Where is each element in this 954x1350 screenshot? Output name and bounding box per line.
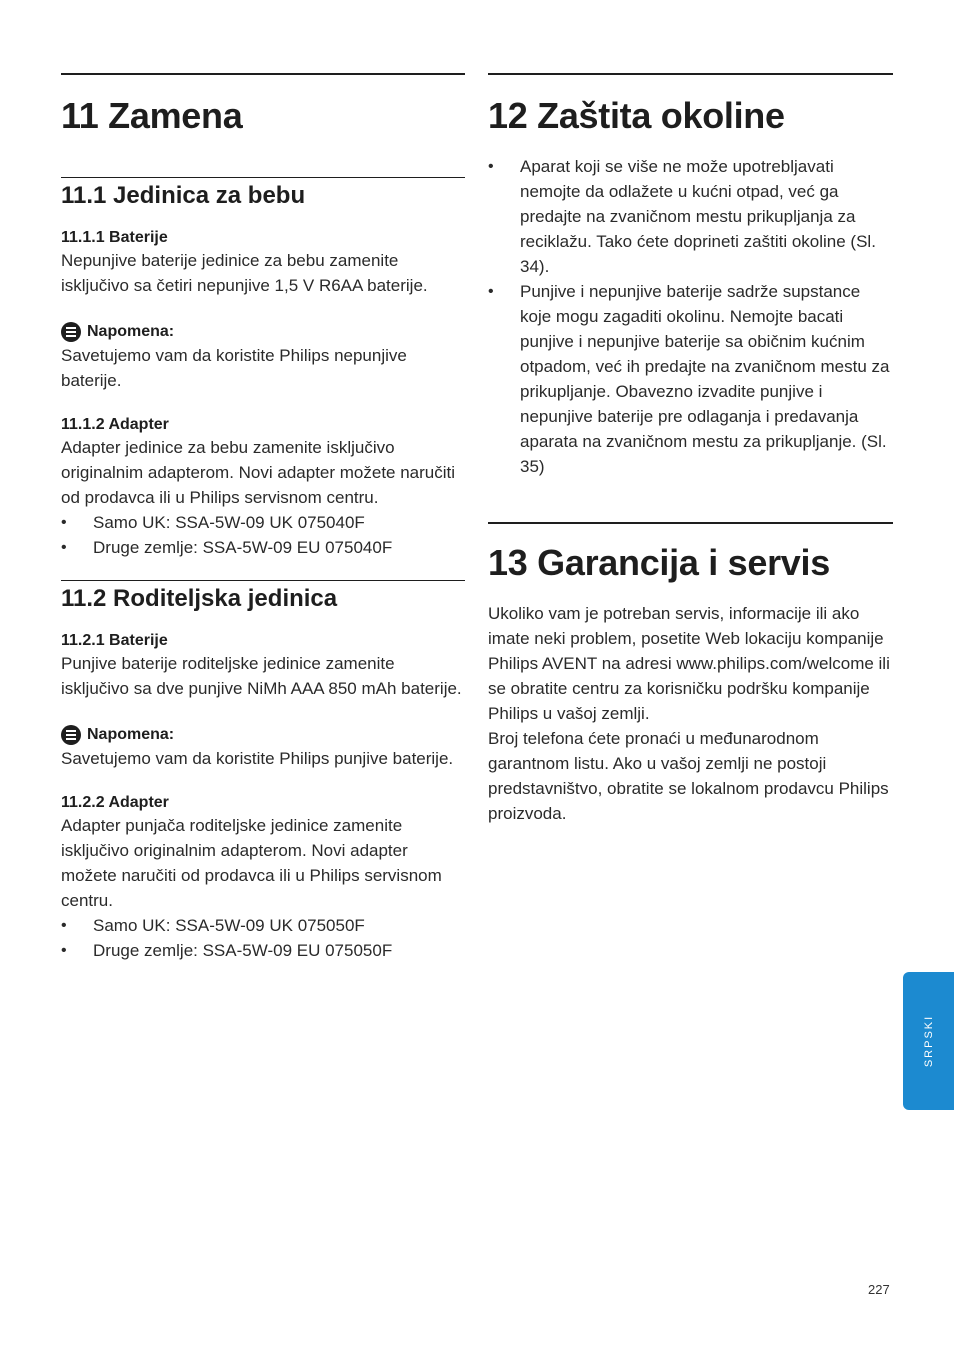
list-item: • Aparat koji se više ne može upotrebljavati nemojte da odlažete u kućni otpad, već ga predajte na zvaničnom mestu prikupljanja za reciklažu. Tako ćete doprineti zaštiti okoline (Sl. 34). (488, 154, 893, 279)
note-title: Napomena: (87, 323, 175, 340)
list-item: • Druge zemlje: SSA-5W-09 EU 075040F (61, 535, 465, 560)
note-text: Savetujemo vam da koristite Philips nepunjive baterije. (61, 346, 407, 390)
subsection-11-1-2-text: Adapter jedinice za bebu zamenite isključivo originalnim adapterom. Novi adapter možete naručiti od prodavca ili u Philips servisnom centru. (61, 438, 456, 507)
chapter-13 (488, 522, 893, 826)
note-heading (61, 322, 465, 342)
left-column (61, 73, 465, 963)
section-11-2 (61, 580, 465, 963)
note-icon (61, 725, 81, 745)
section-11-1-title: 11.1 Jedinica za bebu (61, 182, 306, 209)
adapter-list (61, 510, 465, 560)
language-tab (903, 972, 954, 1110)
subsection-11-2-1-title: 11.2.1 Baterije (61, 632, 168, 649)
note-icon (61, 322, 81, 342)
note-heading (61, 725, 465, 745)
list-item: • Samo UK: SSA-5W-09 UK 075040F (61, 510, 465, 535)
list-item: • Druge zemlje: SSA-5W-09 EU 075050F (61, 938, 465, 963)
list-item: • Samo UK: SSA-5W-09 UK 075050F (61, 913, 465, 938)
section-11-1 (61, 177, 465, 560)
subsection-11-2-2-title: 11.2.2 Adapter (61, 794, 169, 811)
subsection-11-1-1-text: Nepunjive baterije jedinice za bebu zamenite isključivo sa četiri nepunjive 1,5 V R6AA baterije. (61, 251, 428, 295)
note-text: Savetujemo vam da koristite Philips punjive baterije. (61, 749, 454, 768)
chapter-11-title: 11 Zamena (61, 95, 243, 136)
list-item: • Punjive i nepunjive baterije sadrže supstance koje mogu zagaditi okolinu. Nemojte bacati punjive i nepunjive baterije sa običnim kućnim otpadom, već ih predajte na zvaničnom mestu za prikupljanje. Obavezno izvadite punjive i nepunjive baterije pre odlaganja i predavanja aparata na zvaničnom mestu za prikupljanje. (Sl. 35) (488, 279, 893, 479)
language-tab-label: SRPSKI (922, 1014, 935, 1068)
environment-list (488, 154, 893, 479)
subsection-11-2-1-text: Punjive baterije roditeljske jedinice zamenite isključivo sa dve punjive NiMh AAA 850 mAh baterije. (61, 654, 462, 698)
warranty-paragraph: Broj telefona ćete pronaći u međunarodnom garantnom listu. Ako u vašoj zemlji ne postoji predstavništvo, obratite se lokalnom prodavcu Philips proizvoda. (488, 729, 889, 823)
warranty-paragraph: Ukoliko vam je potreban servis, informacije ili ako imate neki problem, posetite Web lokaciju kompanije Philips AVENT na adresi www.philips.com/welcome ili se obratite centru za korisničku podršku kompanije Philips u vašoj zemlji. (488, 604, 890, 723)
subsection-11-1-1-title: 11.1.1 Baterije (61, 229, 168, 246)
adapter-list (61, 913, 465, 963)
page-number: 227 (868, 1282, 890, 1297)
chapter-13-title: 13 Garancija i servis (488, 542, 830, 583)
chapter-12-title: 12 Zaštita okoline (488, 95, 785, 136)
section-11-2-title: 11.2 Roditeljska jedinica (61, 585, 338, 612)
right-column (488, 73, 893, 826)
subsection-11-2-2-text: Adapter punjača roditeljske jedinice zamenite isključivo originalnim adapterom. Novi adapter možete naručiti od prodavca ili u Philips servisnom centru. (61, 816, 442, 910)
note-title: Napomena: (87, 726, 175, 743)
subsection-11-1-2-title: 11.1.2 Adapter (61, 416, 169, 433)
